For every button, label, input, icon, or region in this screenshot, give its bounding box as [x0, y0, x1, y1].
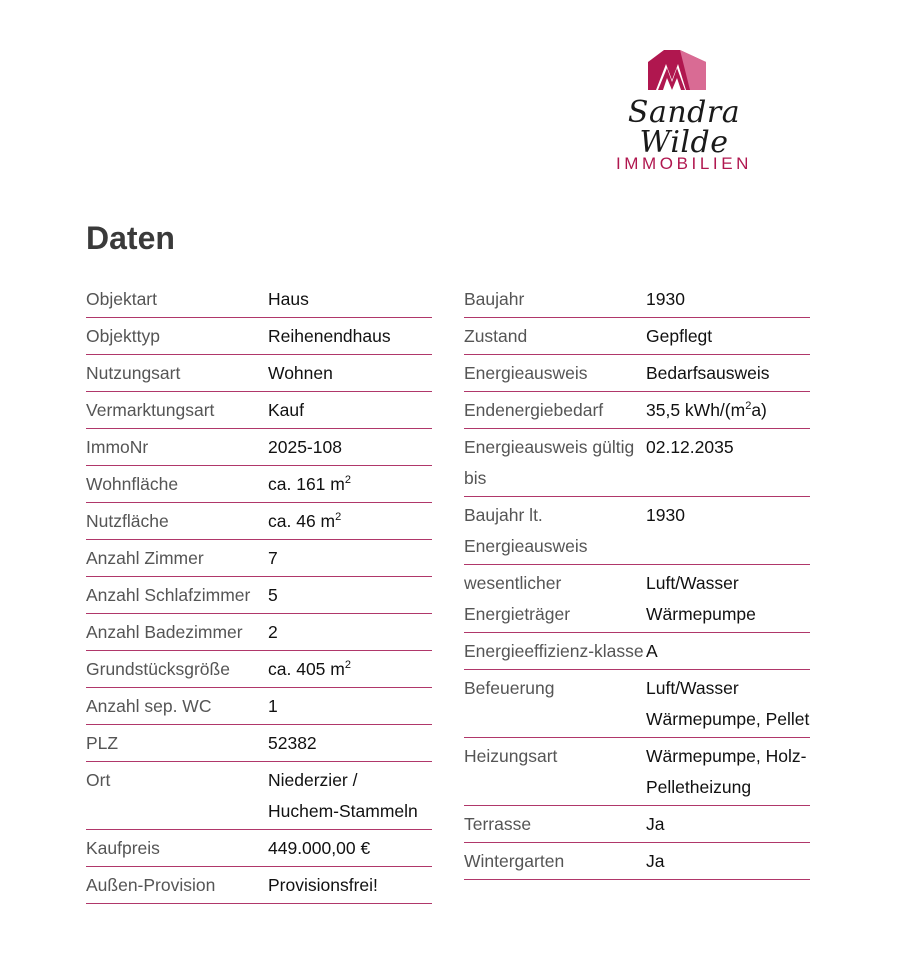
data-table-right [464, 281, 810, 880]
row-value: 1930 [646, 497, 810, 565]
table-row [86, 540, 432, 577]
row-value: Wärmepumpe, Holz-Pelletheizung [646, 738, 810, 806]
logo-script-text: Sandra Wilde [627, 95, 741, 160]
house-w-logo-icon [586, 44, 782, 94]
company-logo [586, 44, 782, 173]
value-text: ca. 46 m [268, 511, 336, 531]
row-value: 2025-108 [268, 429, 432, 466]
row-value [268, 651, 432, 688]
row-value: 1 [268, 688, 432, 725]
row-label: Baujahr [464, 281, 646, 318]
row-value: Provisionsfrei! [268, 867, 432, 904]
table-row [86, 392, 432, 429]
table-row [86, 830, 432, 867]
row-label: wesentlicher Energieträger [464, 565, 646, 633]
table-row [464, 429, 810, 497]
table-row [86, 281, 432, 318]
data-table-left [86, 281, 432, 904]
row-label: Zustand [464, 318, 646, 355]
value-superscript: 2 [335, 511, 342, 524]
row-value: A [646, 633, 810, 670]
table-row [86, 614, 432, 651]
page-title: Daten [86, 220, 175, 256]
row-value: Ja [646, 843, 810, 880]
table-row [86, 318, 432, 355]
row-value: 1930 [646, 281, 810, 318]
row-value [268, 466, 432, 503]
table-row [86, 466, 432, 503]
row-value: 02.12.2035 [646, 429, 810, 497]
row-label: ImmoNr [86, 429, 268, 466]
row-label: Energieausweis gültig bis [464, 429, 646, 497]
table-row [86, 762, 432, 830]
row-value: Reihenendhaus [268, 318, 432, 355]
row-value: 7 [268, 540, 432, 577]
value-text: ca. 405 m [268, 659, 345, 679]
row-label: Nutzungsart [86, 355, 268, 392]
table-row [86, 725, 432, 762]
value-text: ca. 161 m [268, 474, 345, 494]
table-row [464, 392, 810, 429]
table-row [464, 497, 810, 565]
row-label: Terrasse [464, 806, 646, 843]
table-row [86, 429, 432, 466]
row-label: Kaufpreis [86, 830, 268, 867]
table-row [464, 355, 810, 392]
table-row [464, 843, 810, 880]
table-row [86, 867, 432, 904]
table-row [86, 355, 432, 392]
table-row [464, 318, 810, 355]
row-label: Objekttyp [86, 318, 268, 355]
row-label: Anzahl Zimmer [86, 540, 268, 577]
row-value: Haus [268, 281, 432, 318]
row-label: Ort [86, 762, 268, 830]
row-value: Kauf [268, 392, 432, 429]
row-value: 449.000,00 € [268, 830, 432, 867]
row-value [646, 392, 810, 429]
row-label: Vermarktungsart [86, 392, 268, 429]
table-row [464, 565, 810, 633]
row-label: Baujahr lt. Energieausweis [464, 497, 646, 565]
row-label: Nutzfläche [86, 503, 268, 540]
row-label: Anzahl Badezimmer [86, 614, 268, 651]
row-label: Energieeffizienz-klasse [464, 633, 646, 670]
row-label: Energieausweis [464, 355, 646, 392]
row-value: Niederzier / Huchem-Stammeln [268, 762, 432, 830]
row-value: 5 [268, 577, 432, 614]
row-value: Bedarfsausweis [646, 355, 810, 392]
table-row [464, 806, 810, 843]
row-value: Wohnen [268, 355, 432, 392]
row-label: Objektart [86, 281, 268, 318]
row-label: Wohnfläche [86, 466, 268, 503]
table-row [464, 633, 810, 670]
row-value: Luft/Wasser Wärmepumpe [646, 565, 810, 633]
value-superscript: 2 [344, 474, 351, 487]
row-value: Gepflegt [646, 318, 810, 355]
row-label: Endenergiebedarf [464, 392, 646, 429]
table-row [464, 738, 810, 806]
table-row [86, 577, 432, 614]
table-row [464, 670, 810, 738]
row-value [268, 503, 432, 540]
row-label: Wintergarten [464, 843, 646, 880]
row-label: Anzahl sep. WC [86, 688, 268, 725]
table-row [86, 688, 432, 725]
value-superscript: 2 [344, 659, 351, 672]
row-label: Befeuerung [464, 670, 646, 738]
row-label: Außen-Provision [86, 867, 268, 904]
table-row [86, 503, 432, 540]
row-label: Anzahl Schlafzimmer [86, 577, 268, 614]
row-label: Heizungsart [464, 738, 646, 806]
row-label: PLZ [86, 725, 268, 762]
row-value: 52382 [268, 725, 432, 762]
row-value: Luft/Wasser Wärmepumpe, Pellet [646, 670, 810, 738]
row-value: 2 [268, 614, 432, 651]
value-tail: a) [751, 400, 767, 420]
row-label: Grundstücksgröße [86, 651, 268, 688]
value-text: 35,5 kWh/(m [646, 400, 746, 420]
logo-subtitle: IMMOBILIEN [615, 154, 753, 173]
table-row [464, 281, 810, 318]
table-row [86, 651, 432, 688]
value-superscript: 2 [745, 400, 752, 413]
row-value: Ja [646, 806, 810, 843]
